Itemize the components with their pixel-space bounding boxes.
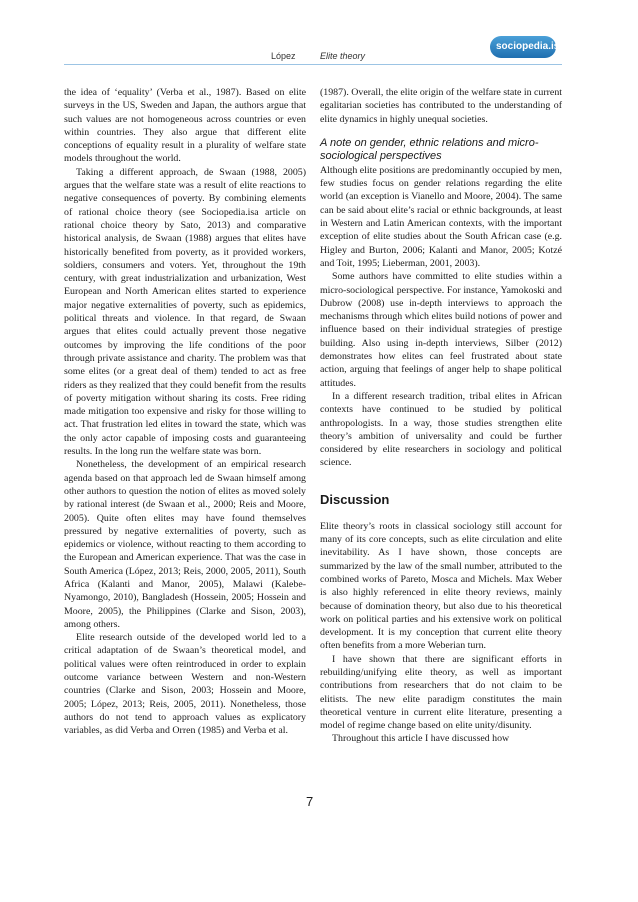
body-paragraph: Throughout this article I have discussed how <box>332 733 510 745</box>
body-paragraph: Although elite positions are predominantly occupied by men, few studies focus on gender relations regarding the elite world (an exception is Vianello and Moore, 2004). The same can be said about elite’s racial or ethnic backgrounds, at least in Western and Latin American contexts, with the important exception of elite studies about the South African case (e.g. Higley and Burton, 2006; Kalanti and Manor, 2005; Kotzé and Toit, 1995; Lieberman, 2001, 2003). <box>320 164 562 269</box>
body-paragraph: Nonetheless, the development of an empirical research agenda based on that approach led de Swaan himself among other authors to question the notion of elites as moved solely by rational interest (de Swaan et al., 2000; Reis and Moore, 2005). Quite often elites may have found themselves pressured by negative externalities of poverty, such as epidemics or violence, without reacting to them according to the European and American experience. That was the case in South America (López, 2013; Reis, 2000, 2005, 2011), South Africa (Kalanti and Manor, 2005), Malawi (Kalebe-Nyamongo, 2010), Bangladesh (Hossein, 2005; Hossein and Moore, 2005), the Philippines (Clarke and Sison, 2003), among others. <box>64 459 306 630</box>
page-header <box>0 0 638 66</box>
body-paragraph: (1987). Overall, the elite origin of the welfare state in current egalitarian societies has contributed to the understanding of elite dynamics in highly unequal societies. <box>320 87 562 125</box>
body-paragraph: I have shown that there are significant efforts in rebuilding/unifying elite theory, as well as important contributions from researchers that do not claim to be elitists. The new elite paradigm constitutes the main theoretical venture in current elite literature, presenting a model of regime change based on elite unity/disunity. <box>320 653 562 732</box>
body-paragraph: Elite theory’s roots in classical sociology still account for many of its core concepts, such as elite circulation and elite inevitability. As I have shown, those concepts are summarized by the law of the small number, attributed to the combined works of Pareto, Mosca and Michels. Max Weber is also highly referenced in elite theory reviews, mainly because of domination theory, but also due to his theoretical work on political parties and his extensive work on political development. It is my conception that current elite theory often benefits from a more Weberian turn. <box>320 520 562 652</box>
running-head-author: López <box>271 51 296 61</box>
body-paragraph: Taking a different approach, de Swaan (1988, 2005) argues that the welfare state was a result of elite reactions to negative consequences of poverty. By combining elements of rational choice theory (see Sociopedia.isa article on rational choice theory by Sato, 2013) and comparative historical analysis, de Swaan (1988) argues that elites have historically benefited from poverty, as it provided workers, soldiers, consumers and voters. Yet, throughout the 19th century, with great industrialization and urbanization, West European and North American elites started to experience major negative externalities of poverty, such as epidemics, political threats and violence. In that regard, de Swaan argues that elites could actually prevent those negative outcomes by improving the life conditions of the poor through private assistance and charity. The problem was that some elites (or a great deal of them) tended to act as free riders as they realized that they could benefit from the results of poverty mitigation without sharing its costs. Free riding made mitigation too expensive and risky for those willing to act. That frustration led elites in toward the state, which was the only actor capable of imposing costs and guaranteeing results. In the long run the welfare state was born. <box>64 166 306 458</box>
sociopedia-logo: sociopedia.isa <box>496 41 565 52</box>
subsection-heading: A note on gender, ethnic relations and micro-sociological perspectives <box>320 136 539 162</box>
page-number: 7 <box>306 794 314 809</box>
section-heading: Discussion <box>320 491 390 507</box>
body-paragraph: Elite research outside of the developed world led to a critical adaptation of de Swaan’s theoretical model, and political values were often reintroduced in order to explain outcome variance between Western and non-Western countries (Clarke and Sison, 2003; Hossein and Moore, 2005; López, 2013; Reis, 2005, 2011). Nonetheless, those authors do not tend to approach values as explicatory variables, as did Verba and Orren (1985) and Verba et al. <box>64 632 306 737</box>
running-head-title: Elite theory <box>320 51 366 61</box>
body-paragraph: Some authors have committed to elite studies within a micro-sociological perspective. For instance, Yamokoski and Dubrow (2008) use in-depth interviews to approach the mechanisms through which elites build notions of power and influence based on their individual strategies of prestige building. Also using in-depth interviews, Silber (2012) demonstrates how elites can feel frustrated about state action, arguing that feelings of anger help to shape political attitudes. <box>320 271 562 389</box>
body-paragraph: the idea of ‘equality’ (Verba et al., 1987). Based on elite surveys in the US, Sweden and Japan, the authors argue that such values are not homogeneous across countries or even within countries. They also argue that different elite conceptions of equality result in a plurality of welfare state models throughout the world. <box>64 87 306 165</box>
right-column <box>320 86 562 746</box>
body-paragraph: In a different research tradition, tribal elites in African contexts have continued to be studied by political anthropologists. In a way, those studies strengthen elite theory’s ambition of universality and could be further considered by elite researchers in sociology and political science. <box>320 390 562 469</box>
header-rule <box>64 64 562 65</box>
left-column <box>64 86 306 738</box>
